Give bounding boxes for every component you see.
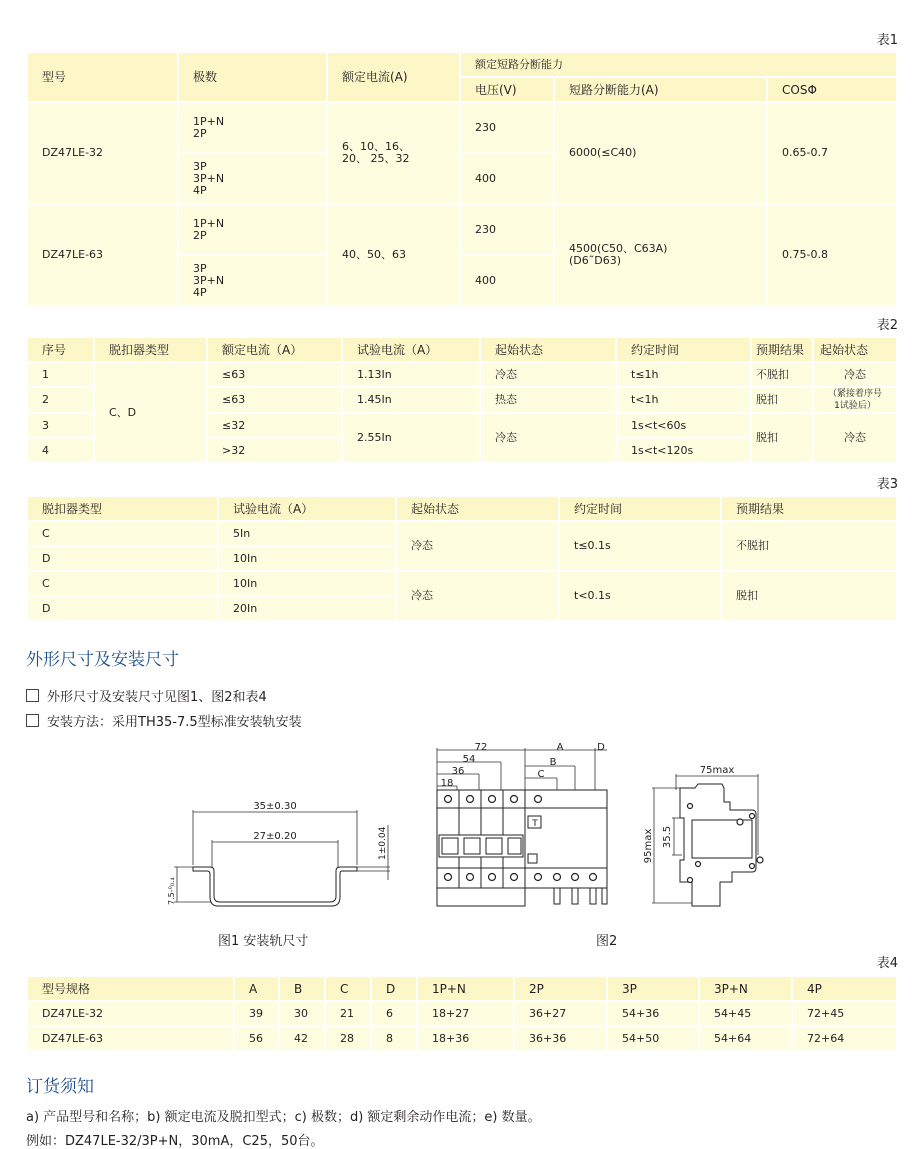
cell: 39 xyxy=(234,1001,279,1026)
cell-start: 冷态 xyxy=(480,362,616,387)
cell-no: 4 xyxy=(27,438,94,463)
cell-test: 1.45In xyxy=(342,387,480,413)
cell: 18+27 xyxy=(417,1001,514,1026)
header-rated-current: 额定电流(A) xyxy=(327,52,460,102)
dim-36: 36 xyxy=(451,766,465,777)
ordering-line-1: a) 产品型号和名称；b) 额定电流及脱扣型式；c) 极数；d) 额定剩余动作电流；e) 数量。 xyxy=(26,1110,541,1125)
cell: 18+36 xyxy=(417,1026,514,1051)
cell-model: DZ47LE-63 xyxy=(27,204,178,306)
figure-2-caption: 图2 xyxy=(596,934,618,949)
cell: DZ47LE-63 xyxy=(27,1026,234,1051)
header-b: B xyxy=(279,976,325,1001)
cell-cos: 0.65-0.7 xyxy=(767,102,897,204)
cell-current: 40、50、63 xyxy=(327,204,460,306)
cell-start2: （紧接着序号 1试验后） xyxy=(813,387,897,413)
figure-1-caption: 图1 安装轨尺寸 xyxy=(218,934,309,949)
cell-model: DZ47LE-32 xyxy=(27,102,178,204)
cell: 8 xyxy=(371,1026,417,1051)
cell-test: 10In xyxy=(218,571,396,596)
cell-breaking: 6000(≤C40) xyxy=(554,102,767,204)
cell-voltage: 230 xyxy=(460,204,554,255)
header-spec: 型号规格 xyxy=(27,976,234,1001)
cell: 6 xyxy=(371,1001,417,1026)
cell: 30 xyxy=(279,1001,325,1026)
header-poles: 极数 xyxy=(178,52,327,102)
figure-side-view-drawing xyxy=(640,760,775,910)
cell-result: 脱扣 xyxy=(721,571,897,621)
cell-type: C xyxy=(27,521,218,546)
header-model: 型号 xyxy=(27,52,178,102)
cell-trip-type: C、D xyxy=(94,362,207,463)
cell-start: 热态 xyxy=(480,387,616,413)
table3 xyxy=(26,495,898,622)
cell-cos: 0.75-0.8 xyxy=(767,204,897,306)
bullet-text: 安装方法：采用TH35-7.5型标准安装轨安装 xyxy=(47,715,302,730)
header-2p: 2P xyxy=(514,976,607,1001)
cell: 56 xyxy=(234,1026,279,1051)
cell-start: 冷态 xyxy=(396,571,559,621)
table-row xyxy=(27,204,897,255)
header-trip-type: 脱扣器类型 xyxy=(94,337,207,362)
cell-result: 脱扣 xyxy=(751,413,813,463)
cell-result: 不脱扣 xyxy=(751,362,813,387)
dim-thickness: 1±0.04 xyxy=(378,826,388,860)
table-row xyxy=(27,1026,897,1051)
header-no: 序号 xyxy=(27,337,94,362)
dim-72: 72 xyxy=(474,742,488,753)
cell-no: 1 xyxy=(27,362,94,387)
cell-time: t≤0.1s xyxy=(559,521,721,571)
dim-54: 54 xyxy=(462,754,476,765)
cell: 72+64 xyxy=(792,1026,897,1051)
header-time: 约定时间 xyxy=(559,496,721,521)
cell-start: 冷态 xyxy=(480,413,616,463)
dim-rail-35-5: 35.5 xyxy=(662,825,673,849)
cell-test: 5In xyxy=(218,521,396,546)
cell-start2: 冷态 xyxy=(813,413,897,463)
cell-time: t<0.1s xyxy=(559,571,721,621)
cell-poles: 1P+N 2P xyxy=(178,102,327,153)
dim-outer-width: 35±0.30 xyxy=(253,801,297,812)
cell-rated: ≤63 xyxy=(207,387,342,413)
cell-result: 不脱扣 xyxy=(721,521,897,571)
cell-current: 6、10、16、 20、 25、32 xyxy=(327,102,460,204)
section-title-ordering: 订货须知 xyxy=(26,1077,94,1097)
cell-type: C xyxy=(27,571,218,596)
cell: DZ47LE-32 xyxy=(27,1001,234,1026)
cell: 54+36 xyxy=(607,1001,699,1026)
cell-time: 1s<t<120s xyxy=(616,438,751,463)
table-row xyxy=(27,362,897,387)
dim-inner-width: 27±0.20 xyxy=(253,831,297,842)
header-1pn: 1P+N xyxy=(417,976,514,1001)
header-voltage: 电压(V) xyxy=(460,77,554,102)
header-trip-type: 脱扣器类型 xyxy=(27,496,218,521)
cell: 54+50 xyxy=(607,1026,699,1051)
cell-test: 2.55In xyxy=(342,413,480,463)
dim-height-95max: 95max xyxy=(643,828,654,864)
header-4p: 4P xyxy=(792,976,897,1001)
header-c: C xyxy=(325,976,371,1001)
cell-test: 1.13In xyxy=(342,362,480,387)
header-start2: 起始状态 xyxy=(813,337,897,362)
dim-18: 18 xyxy=(440,778,454,789)
cell-rated: ≤63 xyxy=(207,362,342,387)
bullet-item xyxy=(26,711,302,730)
table2 xyxy=(26,336,898,464)
cell: 36+27 xyxy=(514,1001,607,1026)
cell: 42 xyxy=(279,1026,325,1051)
header-breaking-group: 额定短路分断能力 xyxy=(460,52,897,77)
table2-label: 表2 xyxy=(876,318,898,333)
cell-start2: 冷态 xyxy=(813,362,897,387)
header-test: 试验电流（A） xyxy=(342,337,480,362)
header-3pn: 3P+N xyxy=(699,976,792,1001)
table-row xyxy=(27,521,897,546)
header-test: 试验电流（A） xyxy=(218,496,396,521)
cell-poles: 1P+N 2P xyxy=(178,204,327,255)
cell-voltage: 230 xyxy=(460,102,554,153)
table-row xyxy=(27,571,897,596)
header-time: 约定时间 xyxy=(616,337,751,362)
ordering-line-2: 例如：DZ47LE-32/3P+N，30mA，C25，50台。 xyxy=(26,1134,324,1149)
checkbox-bullet-icon xyxy=(26,714,39,727)
cell: 28 xyxy=(325,1026,371,1051)
dim-c: C xyxy=(537,769,545,780)
bullet-text: 外形尺寸及安装尺寸见图1、图2和表4 xyxy=(47,690,267,705)
table-row xyxy=(27,1001,897,1026)
header-rated: 额定电流（A） xyxy=(207,337,342,362)
header-start: 起始状态 xyxy=(480,337,616,362)
cell-no: 3 xyxy=(27,413,94,438)
checkbox-bullet-icon xyxy=(26,689,39,702)
cell-time: t<1h xyxy=(616,387,751,413)
cell-test: 20In xyxy=(218,596,396,621)
cell-voltage: 400 xyxy=(460,153,554,204)
test-button-label: T xyxy=(532,819,538,829)
header-a: A xyxy=(234,976,279,1001)
cell-result: 脱扣 xyxy=(751,387,813,413)
cell: 36+36 xyxy=(514,1026,607,1051)
dim-a: A xyxy=(556,742,564,753)
cell-no: 2 xyxy=(27,387,94,413)
cell: 54+64 xyxy=(699,1026,792,1051)
table-row xyxy=(27,102,897,153)
section-title-dimensions: 外形尺寸及安装尺寸 xyxy=(26,650,179,670)
dim-width-75max: 75max xyxy=(699,765,735,776)
bullet-item xyxy=(26,686,267,705)
cell-test: 10In xyxy=(218,546,396,571)
cell-breaking: 4500(C50、C63A) (D6˜D63) xyxy=(554,204,767,306)
dim-b: B xyxy=(549,757,557,768)
header-start: 起始状态 xyxy=(396,496,559,521)
cell: 72+45 xyxy=(792,1001,897,1026)
cell-voltage: 400 xyxy=(460,255,554,306)
table1-label: 表1 xyxy=(876,33,898,48)
table4-label: 表4 xyxy=(876,956,898,971)
table4 xyxy=(26,975,898,1052)
table3-label: 表3 xyxy=(876,477,898,492)
cell-start: 冷态 xyxy=(396,521,559,571)
cell-time: t≤1h xyxy=(616,362,751,387)
cell-rated: ≤32 xyxy=(207,413,342,438)
header-result: 预期结果 xyxy=(751,337,813,362)
cell: 21 xyxy=(325,1001,371,1026)
cell: 54+45 xyxy=(699,1001,792,1026)
header-d: D xyxy=(371,976,417,1001)
cell-time: 1s<t<60s xyxy=(616,413,751,438)
cell-type: D xyxy=(27,596,218,621)
dim-height: 7.5-⁰₀.₄ xyxy=(167,877,176,905)
dim-d: D xyxy=(597,742,605,753)
figure-2-front-drawing xyxy=(425,740,625,915)
table1 xyxy=(26,51,898,307)
header-result: 预期结果 xyxy=(721,496,897,521)
cell-rated: >32 xyxy=(207,438,342,463)
cell-type: D xyxy=(27,546,218,571)
header-3p: 3P xyxy=(607,976,699,1001)
header-cos: COSΦ xyxy=(767,77,897,102)
cell-poles: 3P 3P+N 4P xyxy=(178,255,327,306)
header-breaking-capacity: 短路分断能力(A) xyxy=(554,77,767,102)
cell-poles: 3P 3P+N 4P xyxy=(178,153,327,204)
figure-1-rail-drawing xyxy=(160,790,420,950)
